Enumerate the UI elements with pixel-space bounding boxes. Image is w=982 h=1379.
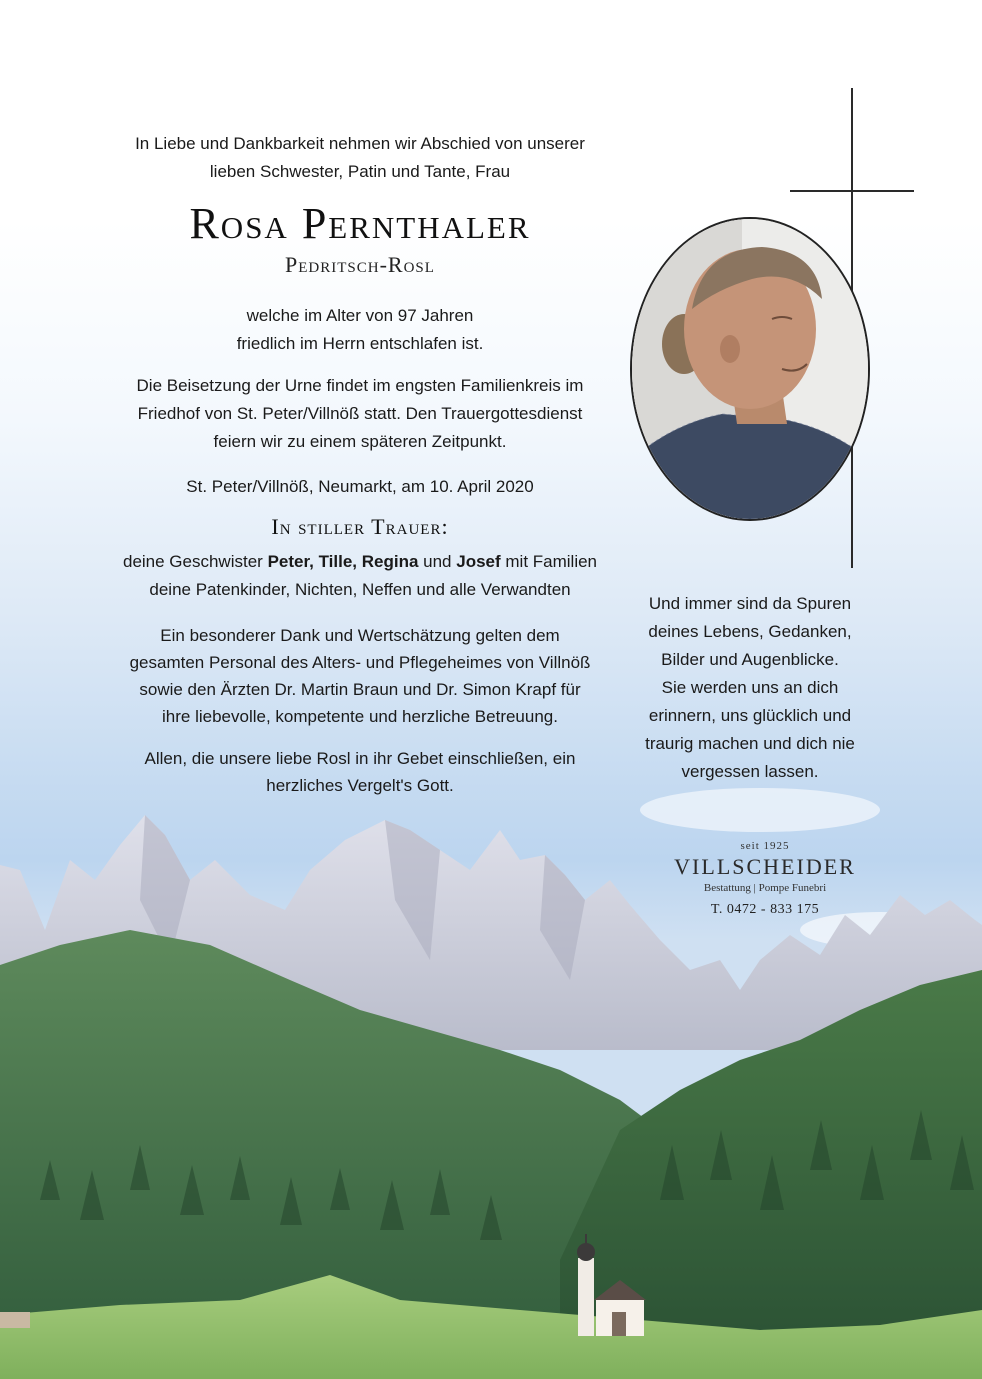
undertaker-since: seit 1925 [740, 840, 790, 852]
thanks-line: gesamten Personal des Alters- und Pflegeheimes von Villnöß [129, 653, 591, 672]
burial-line: feiern wir zu einem späteren Zeitpunkt. [213, 432, 507, 451]
thanks-text [100, 622, 620, 730]
sibling-name: Josef [456, 552, 501, 571]
age-line: welche im Alter von 97 Jahren [246, 306, 474, 325]
portrait-photo [630, 217, 870, 521]
verse-line: Bilder und Augenblicke. [661, 650, 839, 669]
age-line: friedlich im Herrn entschlafen ist. [236, 334, 484, 353]
deceased-nickname: Pedritsch-Rosl [285, 252, 435, 277]
mourning-title: In stiller Trauer: [271, 514, 449, 539]
intro-line: lieben Schwester, Patin und Tante, Frau [209, 162, 511, 181]
undertaker-subtitle: Bestattung | Pompe Funebri [703, 882, 827, 894]
deceased-name: Rosa Pernthaler [189, 199, 531, 248]
memorial-verse [630, 590, 870, 786]
cloud [640, 788, 880, 832]
intro-line: In Liebe und Dankbarkeit nehmen wir Abschied von unserer [135, 134, 585, 153]
mourners-line [100, 548, 620, 576]
verse-line: vergessen lassen. [681, 762, 819, 781]
gratitude-line: Allen, die unsere liebe Rosl in ihr Gebet einschließen, ein [144, 749, 576, 768]
undertaker-logo [670, 840, 860, 918]
verse-line: erinnern, uns glücklich und [648, 706, 852, 725]
verse-line: deines Lebens, Gedanken, [648, 622, 852, 641]
mourners-text: deine Geschwister [122, 552, 268, 571]
undertaker-phone: T. 0472 - 833 175 [710, 902, 820, 917]
verse-line: traurig machen und dich nie [645, 734, 855, 753]
burial-line: Friedhof von St. Peter/Villnöß statt. Den Trauergottesdienst [137, 404, 583, 423]
mourners-text: und [418, 552, 457, 571]
sibling-names: Peter, Tille, Regina [267, 552, 419, 571]
thanks-line: sowie den Ärzten Dr. Martin Braun und Dr. Simon Krapf für [139, 680, 581, 699]
gratitude-line: herzliches Vergelt's Gott. [266, 776, 454, 795]
verse-line: Sie werden uns an dich [661, 678, 839, 697]
thanks-line: ihre liebevolle, kompetente und herzliche Betreuung. [162, 707, 558, 726]
age-text [100, 302, 620, 358]
undertaker-name: VILLSCHEIDER [674, 854, 856, 879]
mourners-list [100, 548, 620, 604]
intro-text [100, 130, 620, 186]
gratitude-text [100, 745, 620, 799]
burial-line: Die Beisetzung der Urne findet im engsten Familienkreis im [136, 376, 584, 395]
place-date: St. Peter/Villnöß, Neumarkt, am 10. April 2020 [186, 477, 534, 496]
cross-bar [790, 190, 914, 192]
verse-line: Und immer sind da Spuren [648, 594, 852, 613]
burial-text [100, 372, 620, 456]
house [0, 1312, 30, 1328]
mourners-line: deine Patenkinder, Nichten, Neffen und alle Verwandten [149, 580, 571, 599]
thanks-line: Ein besonderer Dank und Wertschätzung gelten dem [160, 626, 560, 645]
mourners-text: mit Familien [500, 552, 598, 571]
